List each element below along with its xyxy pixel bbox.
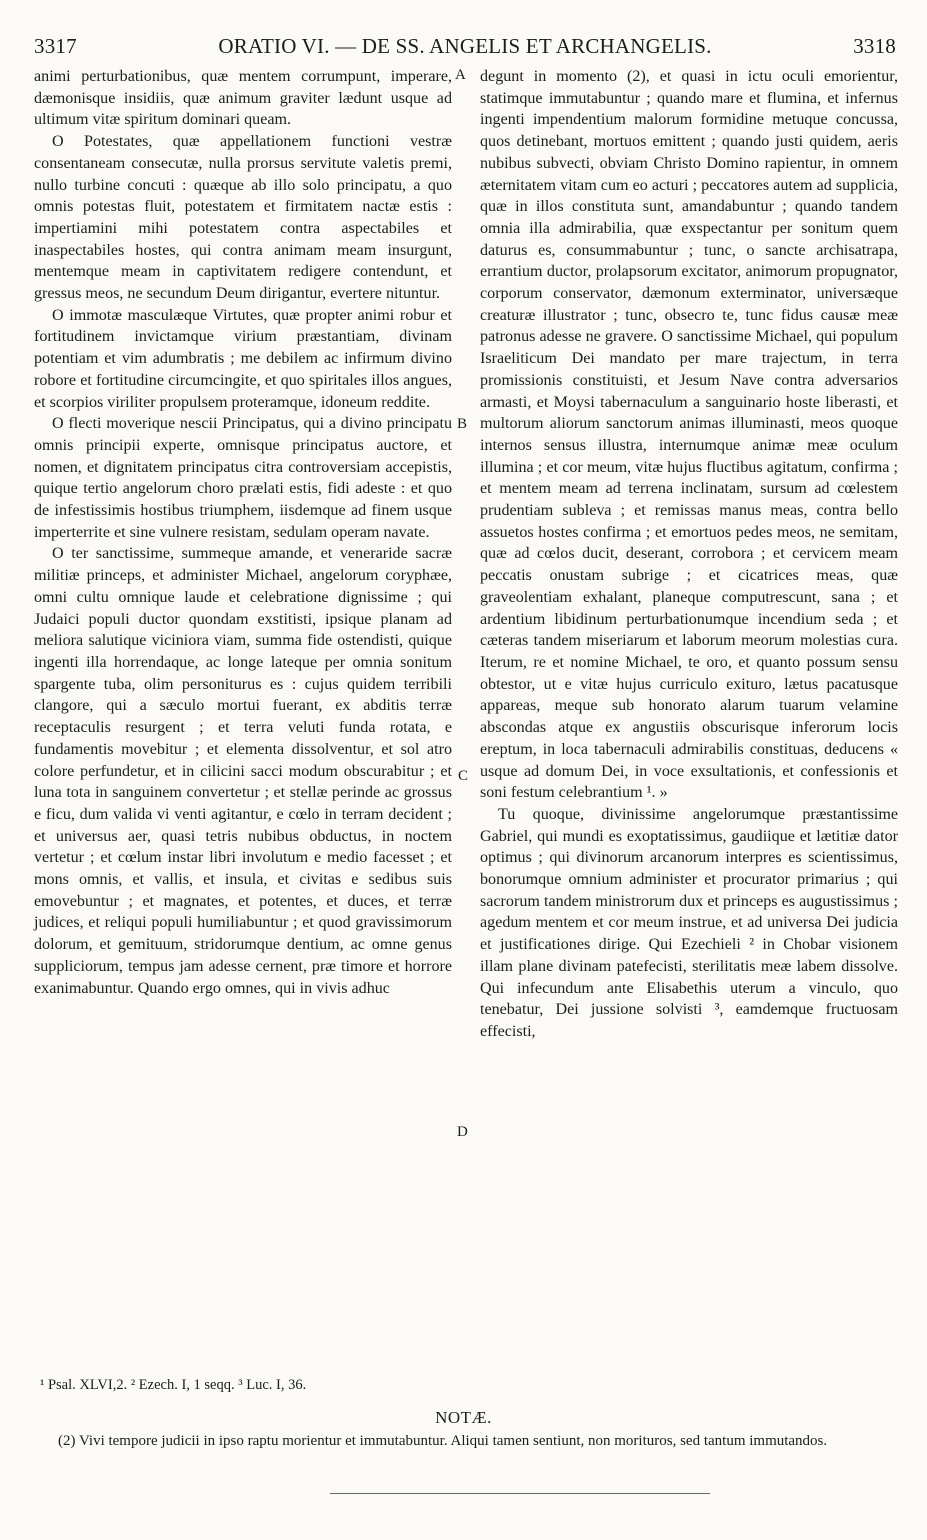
running-title: ORATIO VI. — DE SS. ANGELIS ET ARCHANGELIS. (218, 34, 712, 58)
column-marker-b: B (457, 416, 468, 432)
right-column (480, 66, 898, 1043)
page-number-left: 3317 (34, 34, 77, 58)
paragraph: Tu quoque, divinissime angelorumque præstantissime Gabriel, qui mundi es exoptatissimus, gaudiique et lætitiæ dator optimus ; qui divinorum arcanorum interpres es scientissimus, bonorumque omnium administer et procurator primarius ; qui sacrorum tandem ministrorum dux et princeps es augustissimus ; agedum mentem et cor meum instrue, et ad universa Dei judicia et justificationes dirige. Qui Ezechieli ² in Chobar visionem illam plane divinam patefecisti, sterilitatis meæ labem dissolve. Qui infecundum ante Elisabethis uterum a vinculo, quo tenebatur, Dei jussione solvisti ³, eamdemque fructuosam effecisti, (480, 805, 898, 1040)
paragraph: degunt in momento (2), et quasi in ictu oculi emorientur, statimque immutabuntur ; quando mare et flumina, et infernus ingenti impendentium malorum formidine metuque concussa, quos detinebant, mortuos emittent ; quando justi quidem, aeris nubibus subvecti, obviam Christo Domino rapientur, in omnem æternitatem vitam cum eo acturi ; peccatores autem ad supplicia, quæ in illos constituta sunt, amandabuntur ; quando tandem omnia illa admirabilia, quæ exspectantur per sonitum quem daturus es, consummabuntur ; tunc, o sancte archisatrapa, errantium ductor, prolapsorum excitator, animorum propugnator, corporum conservator, dæmonum exterminator, universæque creaturæ illustrator ; tunc, obsecro te, tunc fidus causæ meæ patronus adesse ne gravere. O sanctissime Michael, qui populum Israeliticum Dei mandato per mare trajectum, in terra promissionis constituisti, et Jesum Nave contra adversarios armasti, et Moysi tabernaculum a sanguinario hoste liberasti, et multorum aliorum sanctorum animas illuminasti, meos quoque internos sensus illustra, internumque animæ meæ oculum illumina ; et cor meum, vitæ hujus fluctibus agitatum, confirma ; et mentem meam ad terrena inclinatam, sursum ad cœlestem prudentiam subleva ; et remissas manus meas, contra bello assuetos hostes confirma ; et emortuos pedes meos, ne semitam, quæ ad cœlos ducit, deserant, corrobora ; et cervicem meam peccatis onustam subrige ; et cicatrices meas, quæ graveolentiam exhalant, planeque computrescunt, sana ; et ardentium libidinum perturbationumque incendium seda ; et cæteras tandem miseriarum et laborum meorum molestias cura. Iterum, re et nomine Michael, te oro, et quanto possum sensu obtestor, ut e vitæ hujus curriculo exituro, lætus pacatusque appareas, meque sub honorato alarum tuarum velamine abscondas atque ex angustiis obscurisque inferorum locis ereptum, in loca tabernaculi admirabilis constituas, deducens « usque ad domum Dei, in voce exsultationis, et confessionis et soni festum celebrantium ¹. » (480, 68, 898, 802)
paragraph: O Potestates, quæ appellationem functioni vestræ consentaneam consecutæ, nulla prorsus servitute valetis premi, nullo turbine concuti : quæque ab illo solo principatu, a quo omnis potestas fluit, potestatem et firmitatem nactæ estis : impertiamini mihi potestatem contra aspectabiles et inaspectabiles hostes, qui contra animam meam insurgunt, mentemque meam in captivitatem redigere contendunt, et gressus meos, ne secundum Deum dirigantur, evertere nituntur. (34, 133, 452, 303)
left-column (34, 66, 452, 999)
paragraph: O flecti moverique nescii Principatus, qui a divino principatu omnis principii experte, omnisque principatus auctore, et nomen, et dignitatem principatus citra controversiam accepistis, quique tertio angelorum choro prælati estis, fidi adeste : et quo de infestissimis hostibus triumphem, iisdemque ad finem usque imperterrite et sine vulnere resistam, sedulam operam navate. (34, 415, 452, 541)
column-marker-c: C (458, 768, 469, 784)
paragraph: animi perturbationibus, quæ mentem corrumpunt, imperare, dæmonisque insidiis, quæ animum graviter lædunt usque ad ultimum vitæ spiritum dominari queam. (34, 68, 452, 129)
bottom-rule (330, 1493, 710, 1494)
notes-heading: NOTÆ. (435, 1408, 492, 1427)
paragraph: O ter sanctissime, summeque amande, et veneraride sacræ militiæ princeps, et administer Michael, angelorum coryphæe, omni cultu omnique laude et celebratione dignissime ; qui Judaici populi ductor quondam exstitisti, ipsique planam ad meliora salutique viciniora viam, summa fide ostendisti, quique ingenti illa horrendaque, ac longe lateque per omnia sonitum spargente tuba, olim personiturus es : cujus quidem terribili clangore, qui a sæculo mortui fuerant, ex abditis terræ receptaculis resurgent ; et terra veluti funda rotata, e fundamentis movebitur ; et elementa dissolventur, et sol atro colore perfundetur, et in cilicini sacci modum obscurabitur ; et luna tota in sanguinem convertetur ; et stellæ perinde ac grossus e ficu, dum valida vi venti agitantur, e cœlo in terram decident ; et universus aer, quasi tetris nubibus obductus, in noctem vertetur ; et cœlum instar libri involutum e medio facesset ; et mons omnis, et vallis, et insula, et civitas e sedibus suis emovebuntur ; et magnates, et potentes, et duces, et terræ judices, et reliqui populi humiliabuntur ; et quod gravissimorum dolorum, et gemituum, stridorumque dentium, ac omne genus suppliciorum, tempus jam adesse cernent, præ timore et horrore exanimabuntur. Quando ergo omnes, qui in vivis adhuc (34, 545, 452, 997)
paragraph: O immotæ masculæque Virtutes, quæ propter animi robur et fortitudinem invictamque virium præstantiam, divinam potentiam et vim adumbratis ; me debilem ac infirmum divino robore et fortitudine circumcingite, et quo spiritales illos angues, et scorpios viriliter propulsem proteramque, idoneum reddite. (34, 306, 452, 411)
page-header (34, 34, 896, 64)
column-marker-d: D (457, 1124, 468, 1140)
page-number-right: 3318 (853, 34, 896, 58)
scripture-footnotes: ¹ Psal. XLVI,2. ² Ezech. I, 1 seqq. ³ Luc. I, 36. (40, 1377, 307, 1393)
column-marker-a: A (455, 67, 466, 83)
notes-text: (2) Vivi tempore judicii in ipso raptu morientur et immutabuntur. Aliqui tamen sentiunt, non morituros, sed tantum immutandos. (58, 1433, 828, 1449)
